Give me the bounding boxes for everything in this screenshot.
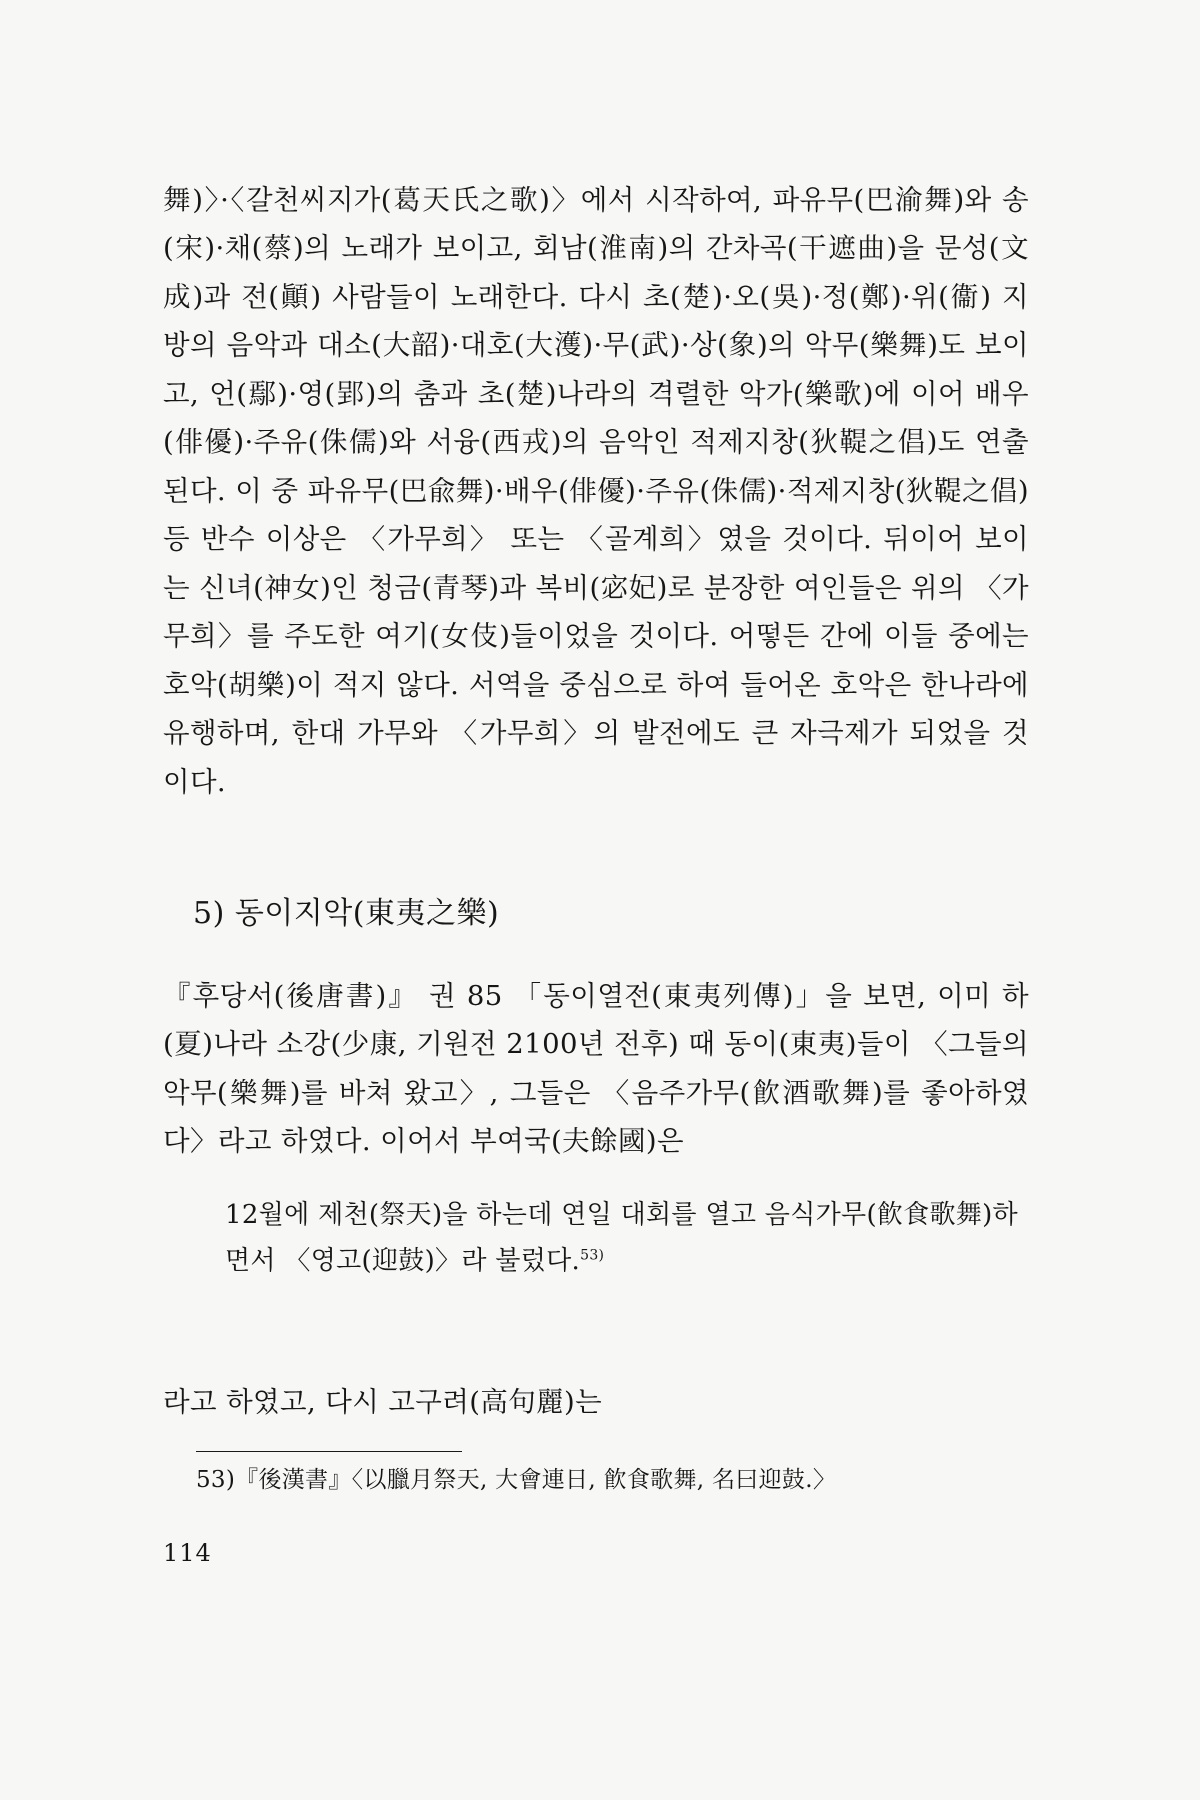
block-quote bbox=[225, 1192, 1025, 1284]
footnote-reference: 53) bbox=[580, 1247, 605, 1264]
body-paragraph: 舞)〉·〈갈천씨지가(葛天氏之歌)〉에서 시작하여, 파유무(巴渝舞)와 송(宋)·채(蔡)의 노래가 보이고, 회남(淮南)의 간차곡(干遮曲)을 문성(文成)과 전(顚) 사람들이 노래한다. 다시 초(楚)·오(吳)·정(鄭)·위(衞) 지방의 음악과 대소(大韶)·대호(大濩)·무(武)·상(象)의 악무(樂舞)도 보이고, 언(鄢)·영(郢)의 춤과 초(楚)나라의 격렬한 악가(樂歌)에 이어 배우(俳優)·주유(侏儒)와 서융(西戎)의 음악인 적제지창(狄鞮之倡)도 연출된다. 이 중 파유무(巴兪舞)·배우(俳優)·주유(侏儒)·적제지창(狄鞮之倡) 등 반수 이상은 〈가무희〉 또는 〈골계희〉였을 것이다. 뒤이어 보이는 신녀(神女)인 청금(青琴)과 복비(宓妃)로 분장한 여인들은 위의 〈가무희〉를 주도한 여기(女伎)들이었을 것이다. 어떻든 간에 이들 중에는 호악(胡樂)이 적지 않다. 서역을 중심으로 하여 들어온 호악은 한나라에 유행하며, 한대 가무와 〈가무희〉의 발전에도 큰 자극제가 되었을 것이다. bbox=[163, 183, 1029, 798]
body-paragraph: 라고 하였고, 다시 고구려(高句麗)는 bbox=[163, 1385, 603, 1418]
body-paragraph: 『후당서(後唐書)』 권 85 「동이열전(東夷列傳)」을 보면, 이미 하(夏)나라 소강(少康, 기원전 2100년 전후) 때 동이(東夷)들이 〈그들의 악무(樂舞)를 바쳐 왔고〉, 그들은 〈음주가무(飮酒歌舞)를 좋아하였다〉라고 하였다. 이어서 부여국(夫餘國)은 bbox=[163, 979, 1029, 1157]
block-quote-text: 12월에 제천(祭天)을 하는데 연일 대회를 열고 음식가무(飮食歌舞)하면서 〈영고(迎鼓)〉라 불렀다. bbox=[225, 1200, 1018, 1276]
footnote-divider bbox=[196, 1451, 462, 1452]
footnote: 53)『後漢書』〈以臘月祭天, 大會連日, 飮食歌舞, 名曰迎鼓.〉 bbox=[196, 1467, 837, 1493]
page-number: 114 bbox=[163, 1539, 212, 1567]
section-heading: 5) 동이지악(東夷之樂) bbox=[193, 896, 500, 931]
